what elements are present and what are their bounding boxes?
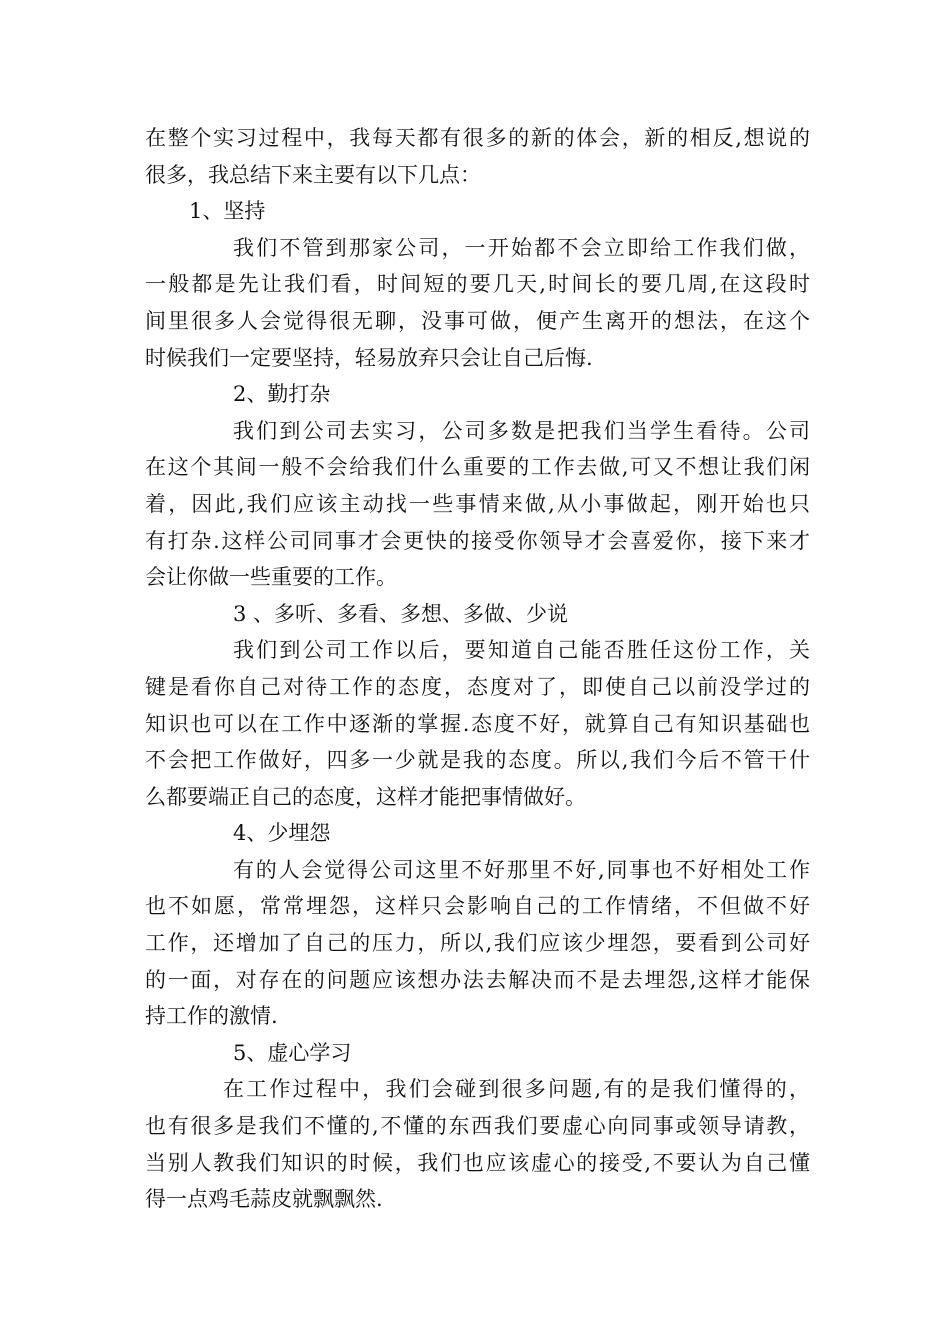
section-heading: 1、坚持 — [189, 199, 266, 224]
paragraph-line: 知识也可以在工作中逐渐的掌握.态度不好，就算自己有知识基础也 — [145, 711, 810, 736]
intro-line: 很多，我总结下来主要有以下几点： — [145, 162, 481, 187]
paragraph-line: 的一面，对存在的问题应该想办法去解决而不是去埋怨,这样才能保 — [145, 967, 810, 992]
paragraph-line: 键是看你自己对待工作的态度，态度对了，即使自己以前没学过的 — [145, 674, 810, 699]
section-heading: 4、少埋怨 — [233, 821, 331, 846]
section-heading: 3 、多听、多看、多想、多做、少说 — [233, 601, 569, 626]
paragraph-line: 我们不管到那家公司，一开始都不会立即给工作我们做， — [233, 235, 810, 260]
paragraph-line: 在工作过程中，我们会碰到很多问题,有的是我们懂得的， — [223, 1077, 810, 1102]
paragraph-line: 工作，还增加了自己的压力，所以,我们应该少埋怨，要看到公司好 — [145, 931, 810, 956]
paragraph-line: 持工作的激情. — [145, 1004, 278, 1029]
section-heading: 5、虚心学习 — [233, 1040, 352, 1065]
paragraph-line: 也不如愿，常常埋怨，这样只会影响自己的工作情绪，不但做不好 — [145, 894, 810, 919]
paragraph-line: 我们到公司工作以后，要知道自己能否胜任这份工作，关 — [233, 638, 810, 663]
paragraph-line: 在这个其间一般不会给我们什么重要的工作去做,可又不想让我们闲 — [145, 455, 810, 480]
paragraph-line: 当别人教我们知识的时候，我们也应该虚心的接受,不要认为自己懂 — [145, 1150, 810, 1175]
paragraph-line: 一般都是先让我们看，时间短的要几天,时间长的要几周,在这段时 — [145, 272, 810, 297]
document-page — [145, 120, 810, 1218]
paragraph-line: 会让你做一些重要的工作。 — [145, 565, 397, 590]
paragraph-line: 着，因此,我们应该主动找一些事情来做,从小事做起，刚开始也只 — [145, 491, 810, 516]
paragraph-line: 有的人会觉得公司这里不好那里不好,同事也不好相处工作 — [233, 857, 810, 882]
paragraph-line: 我们到公司去实习，公司多数是把我们当学生看待。公司 — [233, 418, 810, 443]
paragraph-line: 时候我们一定要坚持，轻易放弃只会让自己后悔. — [145, 345, 593, 370]
paragraph-line: 间里很多人会觉得很无聊，没事可做，便产生离开的想法，在这个 — [145, 308, 810, 333]
section-heading: 2、勤打杂 — [233, 382, 331, 407]
paragraph-line: 么都要端正自己的态度，这样才能把事情做好。 — [145, 784, 586, 809]
paragraph-line: 也有很多是我们不懂的,不懂的东西我们要虚心向同事或领导请教， — [145, 1114, 810, 1139]
paragraph-line: 有打杂.这样公司同事才会更快的接受你领导才会喜爱你，接下来才 — [145, 528, 810, 553]
intro-line: 在整个实习过程中，我每天都有很多的新的体会，新的相反,想说的 — [145, 126, 810, 150]
paragraph-line: 不会把工作做好，四多一少就是我的态度。所以,我们今后不管干什 — [145, 748, 810, 773]
paragraph-line: 得一点鸡毛蒜皮就飘飘然. — [145, 1187, 383, 1212]
